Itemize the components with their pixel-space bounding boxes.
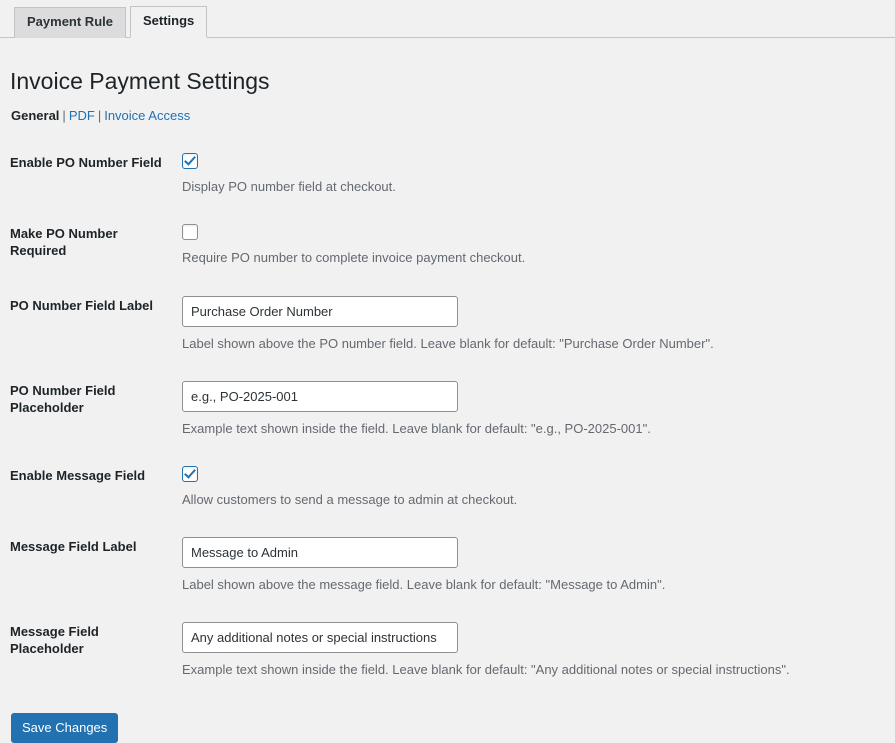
field-control-po-label	[180, 282, 880, 367]
field-description-po-placeholder: Example text shown inside the field. Leave blank for default: "e.g., PO-2025-001".	[182, 420, 651, 436]
field-description-message-label: Label shown above the message field. Leave blank for default: "Message to Admin".	[182, 577, 666, 592]
field-row-po-label	[0, 282, 880, 367]
subnav-separator-2: |	[97, 107, 102, 123]
enable-message-field-checkbox[interactable]	[182, 466, 198, 482]
field-label-enable-po-number: Enable PO Number Field	[10, 155, 162, 171]
field-row-message-label	[0, 523, 880, 608]
save-changes-button[interactable]: Save Changes	[11, 713, 118, 743]
settings-form-table	[0, 139, 880, 693]
field-row-po-placeholder	[0, 367, 880, 452]
field-label-message-placeholder: Message Field Placeholder	[10, 624, 99, 657]
field-description-enable-po-number: Display PO number field at checkout.	[182, 179, 396, 195]
field-control-po-placeholder	[180, 367, 880, 452]
field-row-enable-po-number	[0, 139, 880, 210]
field-row-make-po-required	[0, 210, 880, 281]
po-number-field-placeholder-input[interactable]	[182, 381, 458, 412]
subnav-item-pdf[interactable]: PDF	[68, 107, 95, 123]
field-label-message-label: Message Field Label	[10, 539, 137, 554]
field-label-po-label: PO Number Field Label	[10, 297, 154, 313]
field-description-message-placeholder: Example text shown inside the field. Leave blank for default: "Any additional notes or special instructions".	[182, 662, 790, 678]
make-po-required-checkbox[interactable]	[182, 224, 198, 240]
subnav	[11, 106, 895, 126]
field-control-message-placeholder	[180, 608, 880, 693]
field-label-enable-message: Enable Message Field	[10, 467, 146, 483]
message-field-label-input[interactable]	[182, 537, 458, 568]
field-description-po-label: Label shown above the PO number field. Leave blank for default: "Purchase Order Number".	[182, 335, 714, 351]
tab-settings[interactable]: Settings	[130, 6, 207, 38]
enable-po-number-checkbox[interactable]	[182, 153, 198, 169]
field-control-enable-po-number	[180, 139, 880, 210]
tab-bar	[0, 0, 895, 38]
field-control-make-po-required	[180, 210, 880, 281]
page-title: Invoice Payment Settings	[10, 68, 270, 94]
field-label-make-po-required: Make PO Number Required	[10, 226, 118, 259]
field-label-po-placeholder: PO Number Field Placeholder	[10, 382, 116, 415]
field-row-message-placeholder	[0, 608, 880, 693]
field-control-enable-message	[180, 452, 880, 523]
field-description-make-po-required: Require PO number to complete invoice payment checkout.	[182, 250, 526, 266]
submit-row	[0, 701, 895, 743]
field-row-enable-message	[0, 452, 880, 523]
subnav-separator-1: |	[62, 107, 66, 123]
message-field-placeholder-input[interactable]	[182, 622, 458, 653]
po-number-field-label-input[interactable]	[182, 296, 458, 327]
subnav-item-general[interactable]: General	[11, 107, 60, 123]
field-control-message-label	[180, 523, 880, 608]
subnav-item-invoice-access[interactable]: Invoice Access	[104, 107, 191, 123]
tab-payment-rule[interactable]: Payment Rule	[14, 7, 126, 38]
field-description-enable-message: Allow customers to send a message to admin at checkout.	[182, 491, 518, 507]
